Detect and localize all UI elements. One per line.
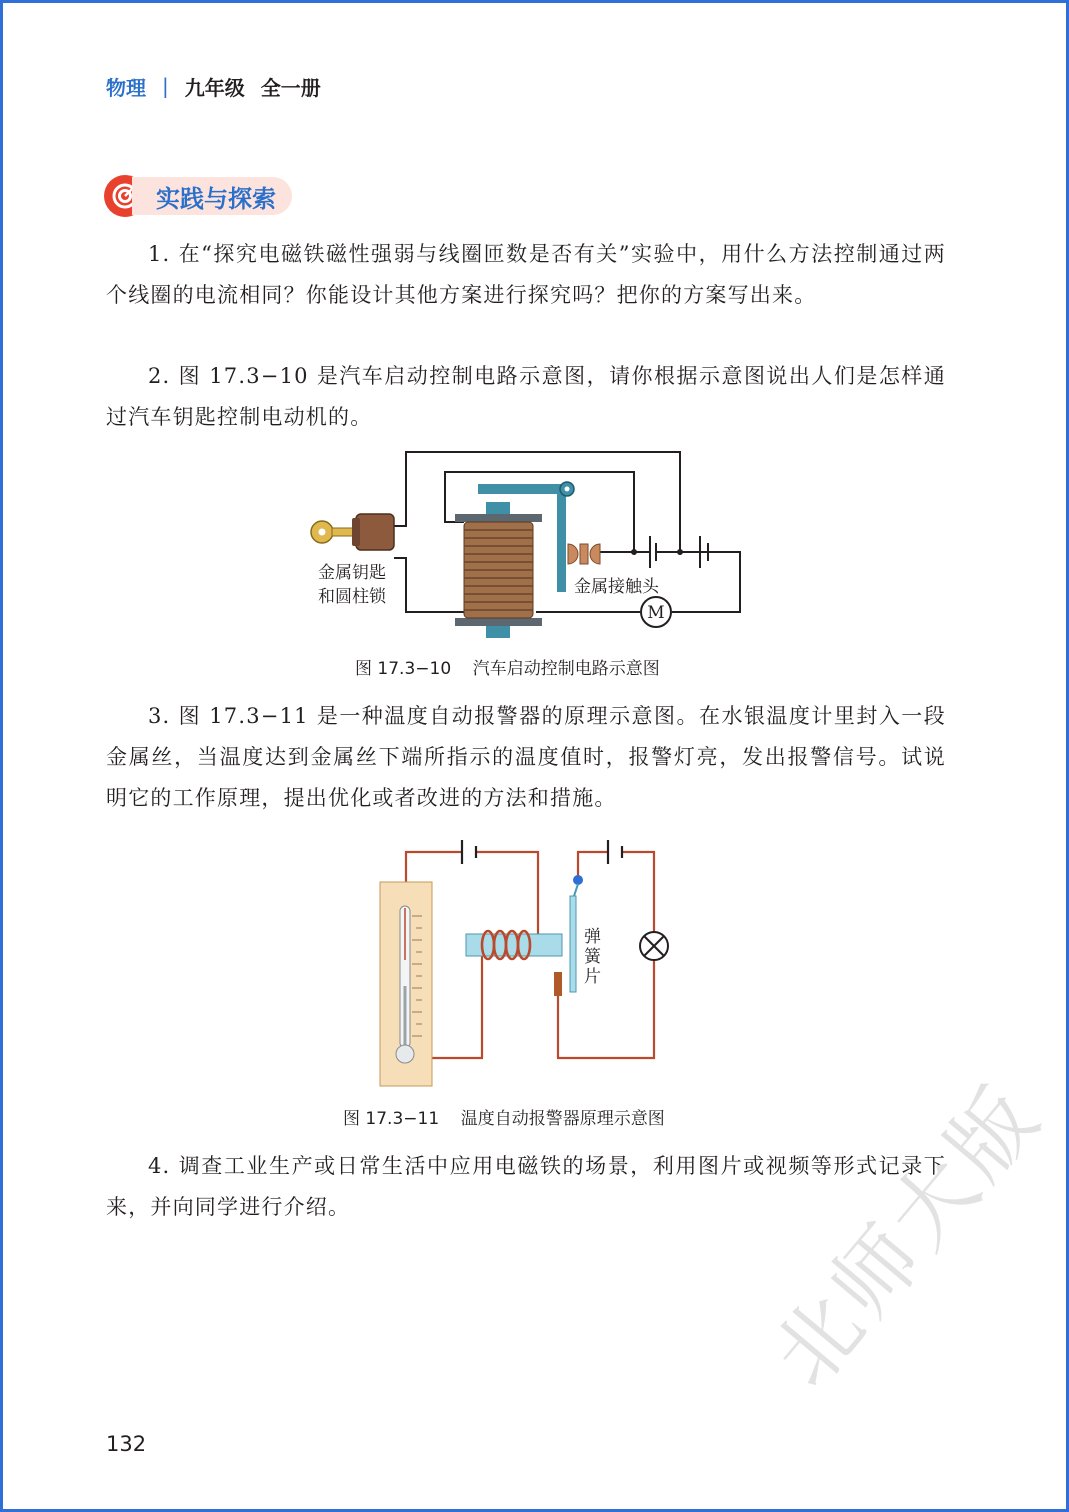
motor-symbol: M [647, 603, 665, 623]
key-lock [311, 514, 394, 550]
exercise-4: 4. 调查工业生产或日常生活中应用电磁铁的场景，利用图片或视频等形式记录下来，并向同学进行介绍。 [106, 1154, 946, 1219]
alarm-lamp [640, 932, 668, 960]
section-heading [104, 174, 292, 218]
running-header [106, 70, 321, 102]
figure-car-start-circuit [300, 446, 760, 646]
electromagnet [455, 502, 542, 638]
publisher-watermark: 北师大版 [753, 1065, 1061, 1405]
figure2-caption: 图 17.3−11 温度自动报警器原理示意图 [343, 1109, 665, 1129]
exercise-1: 1. 在“探究电磁铁磁性强弱与线圈匝数是否有关”实验中，用什么方法控制通过两个线圈的电流相同？你能设计其他方案进行探究吗？把你的方案写出来。 [106, 242, 946, 307]
header-volume: 全一册 [260, 75, 321, 100]
label-spring-1: 弹 [584, 927, 601, 947]
figure-temperature-alarm [370, 836, 700, 1090]
section-title: 实践与探索 [132, 177, 292, 215]
header-grade: 九年级 [184, 75, 245, 100]
motor [641, 597, 671, 627]
label-metal-contact: 金属接触头 [574, 577, 659, 597]
label-key-line2: 和圆柱锁 [318, 587, 386, 607]
label-spring-2: 簧 [584, 947, 601, 967]
header-subject: 物理 [106, 75, 146, 100]
thermometer [380, 882, 432, 1086]
exercise-3: 3. 图 17.3−11 是一种温度自动报警器的原理示意图。在水银温度计里封入一段金属丝，当温度达到金属丝下端所指示的温度值时，报警灯亮，发出报警信号。试说明它的工作原理，提出优化或者改进的方法和措施。 [106, 704, 946, 810]
page-number: 132 [106, 1432, 147, 1456]
header-separator: | [162, 74, 169, 98]
exercise-2: 2. 图 17.3−10 是汽车启动控制电路示意图，请你根据示意图说出人们是怎样通过汽车钥匙控制电动机的。 [106, 364, 946, 429]
metal-contacts [568, 544, 600, 564]
label-spring-3: 片 [584, 967, 601, 987]
label-key-line1: 金属钥匙 [318, 563, 386, 583]
figure1-caption: 图 17.3−10 汽车启动控制电路示意图 [355, 659, 660, 679]
electromagnet-coil [466, 931, 562, 959]
